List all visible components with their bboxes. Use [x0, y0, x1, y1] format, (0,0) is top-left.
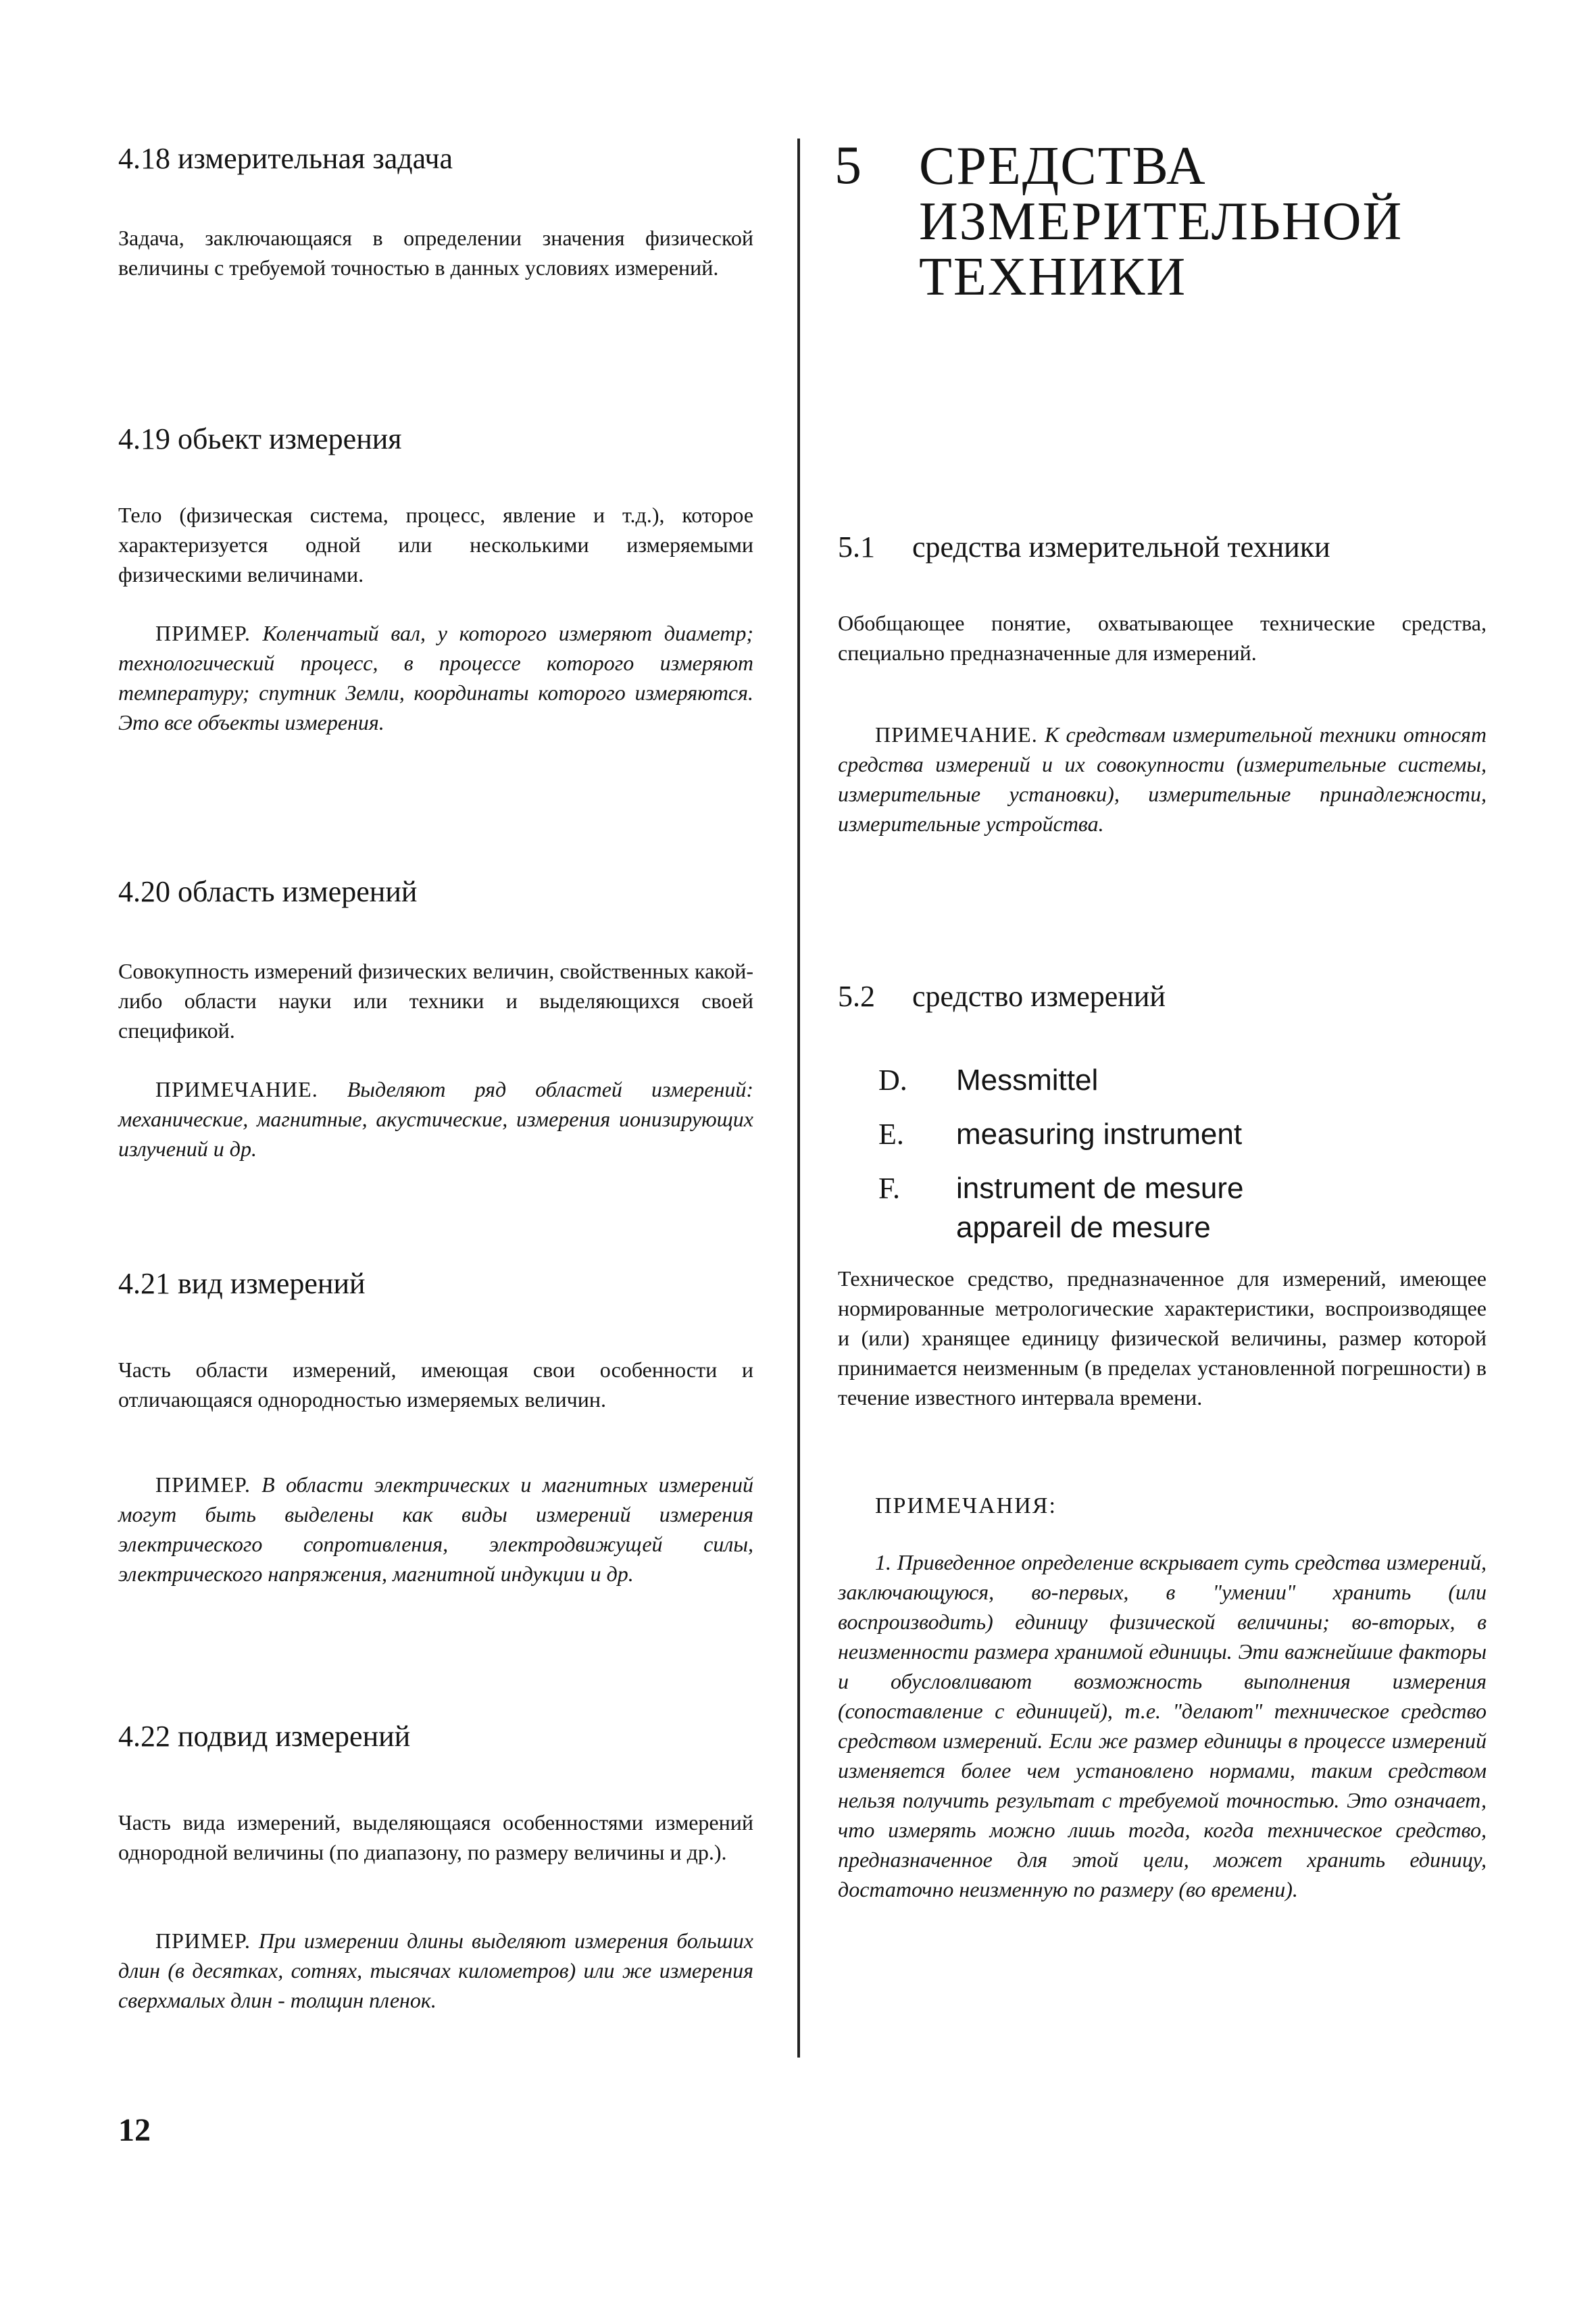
- chapter-title-line: ТЕХНИКИ: [919, 247, 1187, 307]
- term-4-21-definition: Часть области измерений, имеющая свои особенности и отличающаяся однородностью измеряемых величин.: [118, 1358, 753, 1412]
- term-5-2-definition: Техническое средство, предназначенное для измерений, имеющее нормированные метрологические характеристики, воспроизводящее и (или) хранящее единицу физической величины, размер которой принимается неизменным (в пределах установленной погрешности) в течение известного интервала времени.: [838, 1266, 1487, 1410]
- term-4-20-title: 4.20 область измерений: [118, 875, 418, 908]
- lang-code: F.: [878, 1172, 900, 1205]
- foreign-term: instrument de mesure: [956, 1172, 1244, 1205]
- chapter-title-line: ИЗМЕРИТЕЛЬНОЙ: [919, 192, 1403, 251]
- term-5-2-title: [838, 976, 1487, 1017]
- example-text: Коленчатый вал, у которого измеряют диаметр; технологический процесс, в процессе которого измеряют температуру; спутник Земли, координаты которого измеряются. Это все объекты измерения.: [118, 621, 753, 735]
- term-name: средство измерений: [912, 980, 1166, 1013]
- term-5-1-definition: Обобщающее понятие, охватывающее технические средства, специально предназначенные для измерений.: [838, 611, 1487, 665]
- term-4-21-example: [118, 1470, 753, 1589]
- foreign-term: appareil de mesure: [956, 1211, 1211, 1244]
- lang-code: E.: [878, 1118, 904, 1151]
- term-4-20-note: [118, 1074, 753, 1164]
- chapter-number: 5: [834, 136, 862, 195]
- term-4-19-definition: Тело (физическая система, процесс, явление и т.д.), которое характеризуется одной или несколькими измеряемыми физическими величинами.: [118, 503, 753, 587]
- term-4-18-title: 4.18 измерительная задача: [118, 142, 453, 175]
- term-name: средства измерительной техники: [912, 530, 1330, 564]
- term-4-21-title: 4.21 вид измерений: [118, 1267, 366, 1300]
- term-number: 5.1: [838, 530, 875, 564]
- term-5-1-note: [838, 720, 1487, 839]
- foreign-term: Messmittel: [956, 1064, 1099, 1097]
- notes-heading: ПРИМЕЧАНИЯ:: [875, 1493, 1057, 1518]
- note-text: Выделяют ряд областей измерений: механические, магнитные, акустические, измерения ионизирующих излучений и др.: [118, 1077, 753, 1161]
- note-label: ПРИМЕЧАНИЕ.: [875, 722, 1038, 747]
- example-label: ПРИМЕР.: [155, 1472, 251, 1497]
- chapter-title: [919, 136, 1403, 307]
- term-5-1-title: [838, 527, 1487, 568]
- example-label: ПРИМЕР.: [155, 621, 251, 645]
- term-4-22-title: 4.22 подвид измерений: [118, 1720, 411, 1753]
- chapter-title-line: СРЕДСТВА: [919, 136, 1207, 196]
- example-text: При измерении длины выделяют измерения больших длин (в десятках, сотнях, тысячах километров) или же измерения сверхмалых длин - толщин пленок.: [118, 1928, 754, 2012]
- note-text: К средствам измерительной техники относят средства измерений и их совокупности (измерительные системы, измерительные установки), измерительные принадлежности, измерительные устройства.: [838, 722, 1487, 836]
- example-label: ПРИМЕР.: [155, 1928, 251, 1953]
- term-4-22-example: [118, 1926, 753, 2015]
- term-5-2-note-1: [838, 1547, 1487, 1904]
- term-4-19-example: [118, 618, 753, 737]
- lang-code: D.: [878, 1064, 907, 1097]
- term-number: 5.2: [838, 980, 875, 1013]
- term-4-19-title: 4.19 обьект измерения: [118, 422, 402, 455]
- term-4-20-definition: Совокупность измерений физических величин, свойственных какой-либо области науки или техники и выделяющихся своей спецификой.: [118, 959, 753, 1043]
- term-4-18-definition: Задача, заключающаяся в определении значения физической величины с требуемой точностью в данных условиях измерений.: [118, 226, 753, 280]
- column-divider: [797, 139, 800, 2058]
- example-text: В области электрических и магнитных измерений могут быть выделены как виды измерений измерения электрического сопротивления, электродвижущей силы, электрического напряжения, магнитной индукции и др.: [118, 1472, 754, 1586]
- note-label: ПРИМЕЧАНИЕ.: [155, 1077, 318, 1101]
- foreign-term: measuring instrument: [956, 1118, 1243, 1151]
- term-4-22-definition: Часть вида измерений, выделяющаяся особенностями измерений однородной величины (по диапазону, по размеру величины и др.).: [118, 1810, 753, 1864]
- note-text: 1. Приведенное определение вскрывает суть средства измерений, заключающуюся, во-первых, в "умении" хранить (или воспроизводить) единицу физической величины; во-вторых, в неизменности размера хранимой единицы. Эти важнейшие факторы и обусловливают возможность выполнения измерения (сопоставление с единицей), т.е. "делают" техническое средство средством измерений. Если же размер единицы в процессе измерений изменяется более чем установлено нормами, таким средством нельзя получить результат с требуемой точностью. Это означает, что измерять можно лишь тогда, когда техническое средство, предназначенное для этой цели, может хранить единицу, достаточно неизменную по размеру (во времени).: [838, 1550, 1487, 1901]
- page-number: 12: [118, 2112, 151, 2148]
